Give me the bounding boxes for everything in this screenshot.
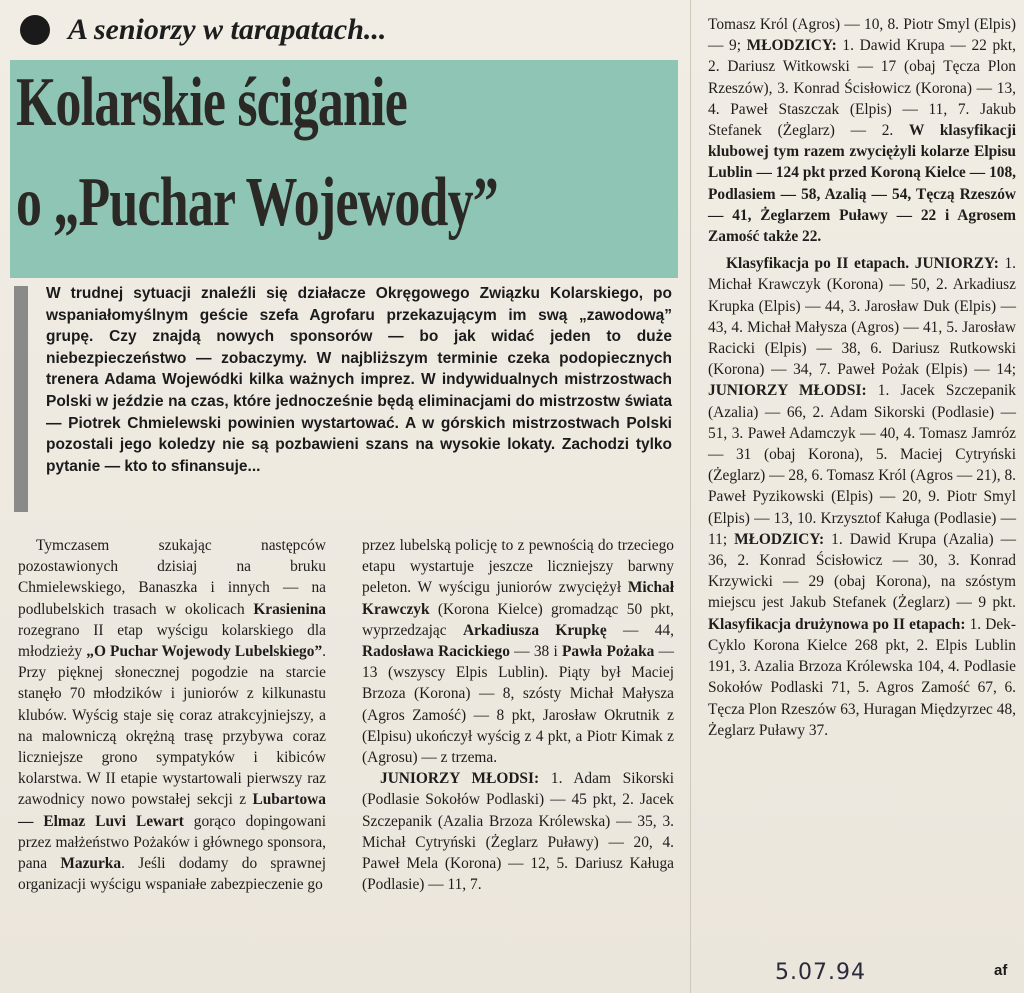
col3-bold: MŁODZICY:: [746, 37, 837, 55]
col3-bold: W klasyfikacji klubowej tym razem zwyciężyli kolarze Elpisu Lublin — 124 pkt przed Koroną Kielce — 108, Podlasiem — 58, Azalią — 54, Tęczą Rzeszów — 41, Żeglarzem Puławy — 22 i Agrosem Zamość także 22.: [708, 122, 1016, 246]
col1-bold: Krasienina: [253, 600, 326, 618]
col3-text: Tomasz Król (Agros) — 10, 8. Piotr Smyl (Elpis) — 9;: [708, 16, 1016, 55]
headline-line-2: o „Puchar Wojewody”: [16, 164, 498, 241]
column-rule: [690, 0, 691, 993]
col2-text: — 38 i: [509, 643, 562, 661]
col3-bold: Klasyfikacja drużynowa po II etapach:: [708, 615, 966, 633]
col3-text: 1. Jacek Szczepanik (Azalia) — 66, 2. Adam Sikorski (Podlasie) — 51, 3. Paweł Adamczyk — 40, 4. Tomasz Jamróz — 31 (obaj Korona), 5. Maciej Cytryński (Żeglarz) — 28, 6. Tomasz Król (Agros — 21), 8. Paweł Pyzikowski (Elpis) — 20, 9. Piotr Smyl (Elpis) — 13, 10. Krzysztof Kaługa (Podlasie) — 11;: [708, 382, 1016, 548]
col3-bold: Klasyfikacja po II etapach. JUNIORZY:: [726, 255, 999, 273]
kicker: [20, 8, 680, 52]
col3-text: 1. Dek-Cyklo Korona Kielce 268 pkt, 2. Elpis Lublin 191, 3. Azalia Brzoza Królewska 104, 4. Podlasie Sokołów Podlaski 71, 5. Agros Zamość 67, 6. Tęcza Plon Rzeszów 63, Huragan Międzyrzec 48, Żeglarz Puławy 37.: [708, 615, 1016, 739]
col3-bold: JUNIORZY MŁODSI:: [708, 382, 867, 400]
col1-text: . Jeśli dodamy do sprawnej organizacji wyścigu wspaniałe zabezpieczenie go: [18, 855, 326, 894]
col1-bold: „O Puchar Wojewody Lubelskiego”: [86, 643, 323, 661]
lead-bar: [14, 286, 28, 512]
col2-bold: Michał Krawczyk: [362, 579, 674, 618]
column-3: [708, 14, 1016, 741]
col3-text: 1. Michał Krawczyk (Korona) — 50, 2. Arkadiusz Krupka (Elpis) — 44, 3. Jarosław Duk (Elpis) — 43, 4. Michał Małysza (Agros) — 41, 5. Jarosław Racicki (Elpis) — 38, 6. Dariusz Rutkowski (Korona) — 34, 7. Paweł Pożak (Elpis) — 14;: [708, 255, 1017, 379]
col1-text: . Przy pięknej słonecznej pogodzie na starcie stanęło 70 młodzików i juniorów z kilkunastu klubów. Wyścig staje się coraz atrakcyjniejszy, a na malowniczą okrężną trasę przybywa coraz liczniejsze grono sympatyków i kibiców kolarstwa. W II etapie wystartowali pierwszy raz zawodnicy nowo powstałej sekcji z: [18, 643, 326, 809]
col1-text: gorąco dopingowani przez małżeństwo Pożaków i głównego sponsora, pana: [18, 812, 326, 873]
headline-box: [10, 60, 678, 278]
col3-text: 1. Dawid Krupa — 22 pkt, 2. Dariusz Witkowski — 17 (obaj Tęcza Plon Rzeszów), 3. Konrad Ścisłowicz (Korona) — 13, 4. Paweł Staszczak (Elpis) — 11, 7. Jakub Stefanek (Żeglarz) — 2.: [708, 37, 1016, 140]
col2-text: — 13 (wszyscy Elpis Lublin). Piąty był Maciej Brzoza (Korona) — 8, szósty Michał Małysza (Agros Zamość) — 8 pkt, Jarosław Okrutnik z (Elpisu) ukończył wyścig z 4 pkt, a Piotr Kimak z (Agrosu) — z trzema.: [362, 643, 674, 767]
col2-bold: Radosława Racickiego: [362, 643, 510, 661]
kicker-text: A seniorzy w tarapatach...: [68, 13, 387, 46]
col2-bold: Arkadiusza Krupkę: [462, 621, 607, 639]
column-2: [362, 535, 674, 895]
author-signature: af: [994, 962, 1008, 979]
headline-line-1: Kolarskie ściganie: [16, 64, 407, 141]
col2-text: 1. Adam Sikorski (Podlasie Sokołów Podlaski) — 45 pkt, 2. Jacek Szczepanik (Azalia Brzoza Królewska) — 35, 3. Michał Cytryński (Żeglarz Puławy) — 20, 4. Paweł Mela (Korona) — 12, 5. Dariusz Kaługa (Podlasie) — 11, 7.: [362, 770, 674, 894]
col3-bold: MŁODZICY:: [734, 530, 825, 548]
col1-bold: Lubartowa — Elmaz Luvi Lewart: [18, 791, 326, 830]
col2-bold: JUNIORZY MŁODSI:: [380, 770, 540, 788]
column-1: [18, 535, 326, 895]
col2-bold: Pawła Pożaka: [562, 643, 655, 661]
col3-text: 1. Dawid Krupa (Azalia) — 36, 2. Konrad Ścisłowicz — 30, 3. Konrad Krzywicki — 29 (obaj Korona), na szóstym miejscu jest Jakub Stefanek (Żeglarz) — 9 pkt.: [708, 530, 1016, 612]
handwritten-date: 5.07.94: [775, 960, 866, 985]
bullet-icon: [20, 15, 50, 45]
col1-bold: Mazurka: [60, 855, 122, 873]
col1-text: rozegrano II etap wyścigu kolarskiego dla młodzieży: [18, 621, 326, 661]
col2-text: przez lubelską policję to z pewnością do trzeciego etapu wystartuje jeszcze liczniejszy barwny peleton. W wyścigu juniorów zwyciężył: [362, 537, 674, 597]
col1-text: Tymczasem szukając następców pozostawionych dzisiaj na bruku Chmielewskiego, Banaszka i innych — na podlubelskich trasach w okolicach: [18, 537, 326, 618]
lead-paragraph: W trudnej sytuacji znaleźli się działacze Okręgowego Związku Kolarskiego, po wspaniałomyślnym geście szefa Agrofaru przekazującym im swą „zawodową” grupę. Czy znajdą nowych sponsorów — bo jak widać jeden to duże niebezpieczeństwo — zobaczymy. W najbliższym terminie czeka podopiecznych trenera Adama Wojewódki kilka ważnych imprez. W indywidualnych mistrzostwach Polski w jeździe na czas, które jednocześnie będą eliminacjami do mistrzostw świata — Piotrek Chmielewski powinien wystartować. A w górskich mistrzostwach Polski pozostali jego koledzy nie są pozbawieni szans na wysokie lokaty. Zachodzi tylko pytanie — kto to sfinansuje...: [46, 285, 672, 475]
col2-text: (Korona Kielce) gromadząc 50 pkt, wyprzedzając: [362, 600, 674, 639]
col2-text: — 44,: [606, 621, 675, 639]
